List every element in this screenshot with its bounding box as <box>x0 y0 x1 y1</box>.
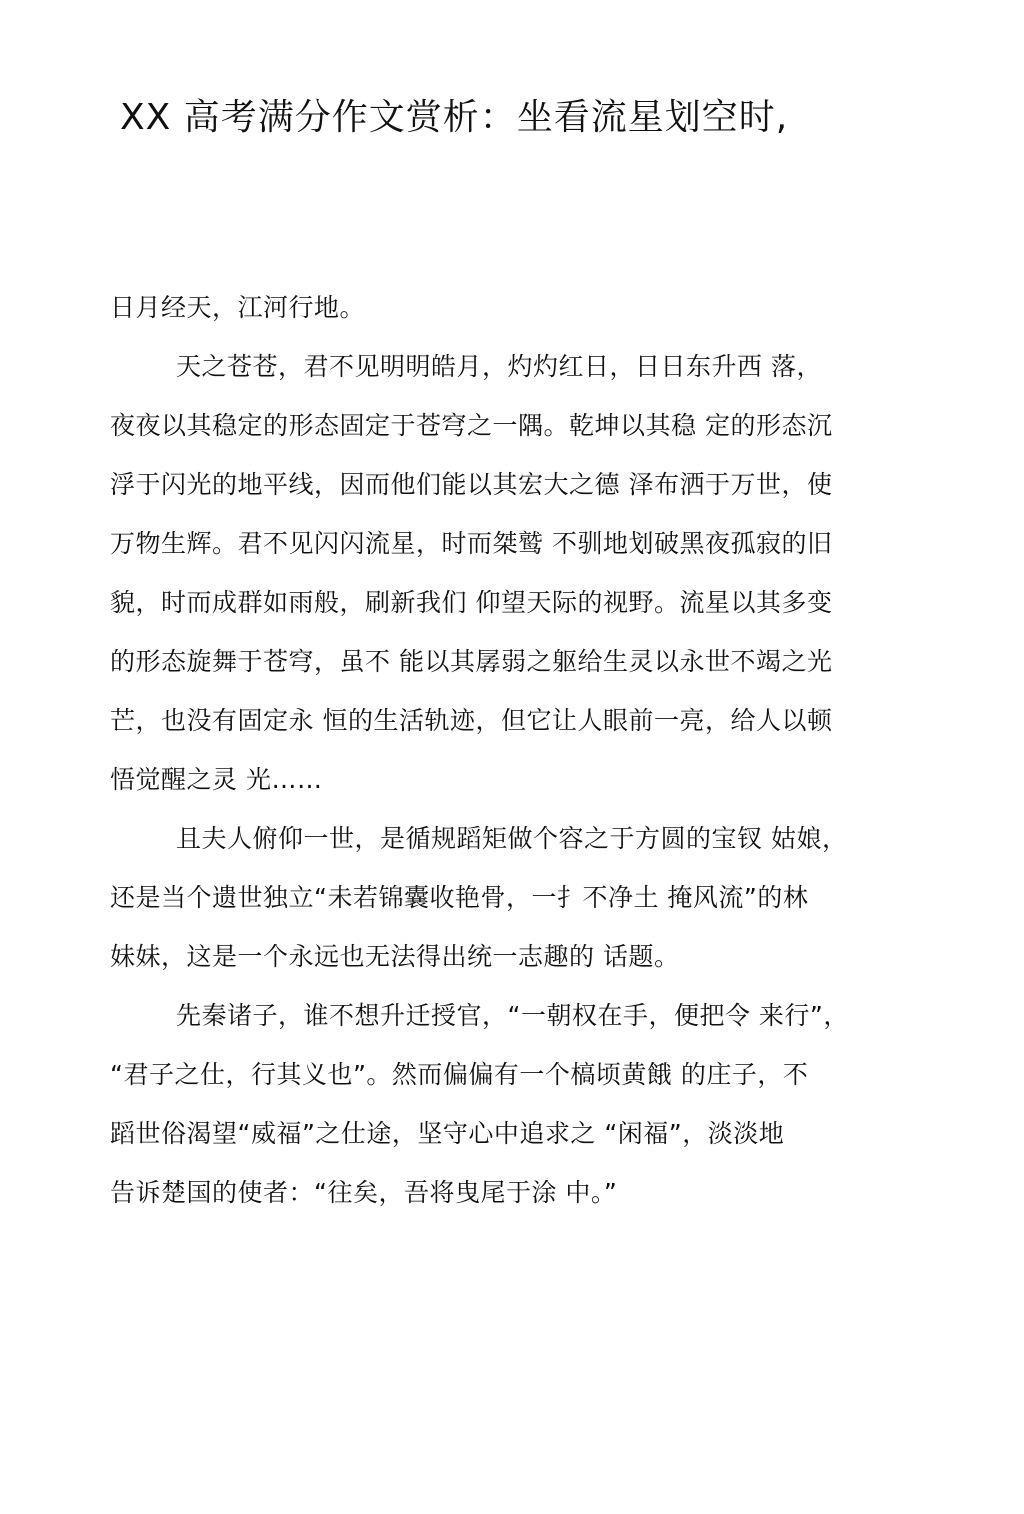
text-line: 悟觉醒之灵 光…… <box>110 765 323 794</box>
text-line: 浮于闪光的地平线，因而他们能以其宏大之德 泽布洒于万世，使 <box>110 470 833 499</box>
page-title: XX 高考满分作文赏析：坐看流星划空时, <box>120 97 789 138</box>
text-line: 的形态旋舞于苍穹，虽不 能以其孱弱之躯给生灵以永世不竭之光 <box>110 647 833 676</box>
text-line: 貌，时而成群如雨般，刷新我们 仰望天际的视野。流星以其多变 <box>110 588 833 617</box>
text-line: 且夫人俯仰一世，是循规蹈矩做个容之于方圆的宝钗 姑娘， <box>176 824 848 853</box>
text-line: 告诉楚国的使者：“往矣，吾将曳尾于涂 中。” <box>110 1178 618 1207</box>
text-line: 先秦诸子，谁不想升迁授官，“一朝权在手，便把令 来行”， <box>176 1001 849 1030</box>
text-line: 芒，也没有固定永 恒的生活轨迹，但它让人眼前一亮，给人以顿 <box>110 706 833 735</box>
text-line: 天之苍苍，君不见明明皓月，灼灼红日，日日东升西 落， <box>176 352 822 381</box>
text-line: “君子之仕，行其义也”。然而偏偏有一个槁顷黄餓 的庄子，不 <box>110 1060 809 1089</box>
text-line: 万物生辉。君不见闪闪流星，时而桀鹫 不驯地划破黑夜孤寂的旧 <box>110 529 833 558</box>
text-line: 夜夜以其稳定的形态固定于苍穹之一隅。乾坤以其稳 定的形态沉 <box>110 411 833 440</box>
essay-body <box>110 278 956 1222</box>
text-line: 还是当个遗世独立“未若锦囊收艳骨，一扌不净土 掩风流”的林 <box>110 883 809 912</box>
text-line: 日月经天，江河行地。 <box>110 293 366 322</box>
text-line: 蹈世俗渴望“威福”之仕途，坚守心中追求之 “闲福”，淡淡地 <box>110 1119 785 1148</box>
text-line: 妹妹，这是一个永远也无法得出统一志趣的 话题。 <box>110 942 680 971</box>
